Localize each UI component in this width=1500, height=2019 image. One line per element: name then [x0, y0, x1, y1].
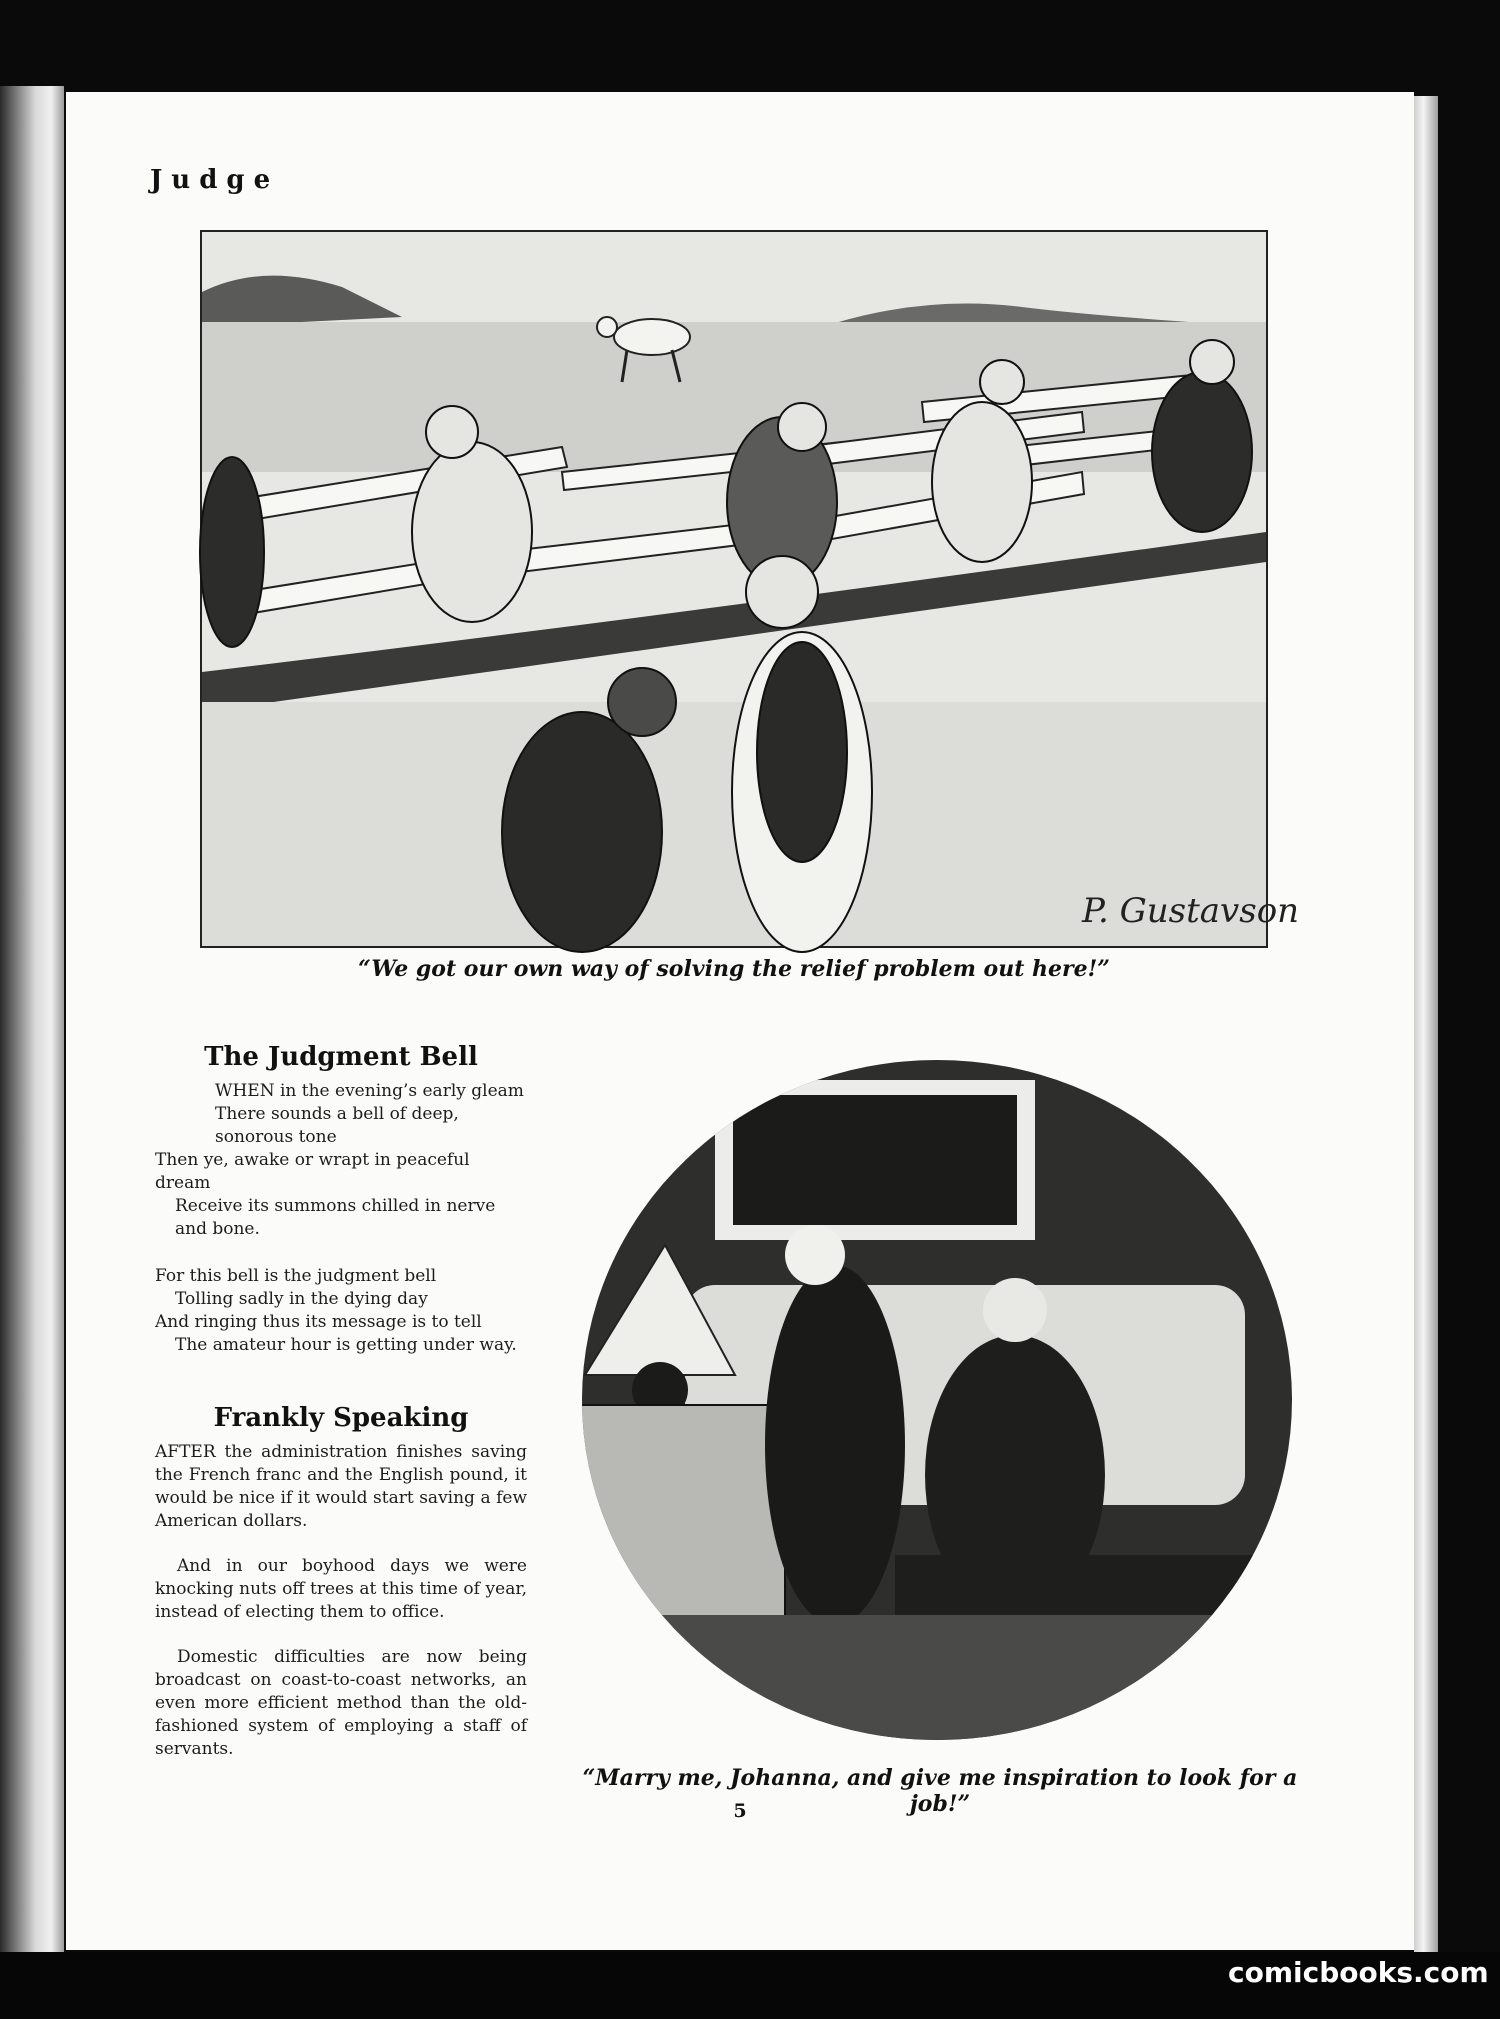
poem-line: WHEN in the evening’s early gleam: [215, 1081, 524, 1101]
cartoon-relief-problem: [200, 230, 1300, 948]
cartoon-bottom-caption: “Marry me, Johanna, and give me inspiration to look for a job!”: [582, 1765, 1298, 1817]
poem-title: The Judgment Bell: [204, 1042, 478, 1072]
poem-line: And ringing thus its message is to tell: [155, 1312, 482, 1332]
article-title: Frankly Speaking: [213, 1403, 469, 1433]
poem-line: Then ye, awake or wrapt in peaceful dream: [155, 1150, 470, 1193]
cartoon-illustration: [202, 232, 1300, 946]
cartoon-illustration: [565, 1055, 1310, 1745]
article-paragraph: Domestic difficulties are now being broadcast on coast-to-coast networks, an even more efficient method than the old-fashioned system of employing a staff of servants.: [155, 1647, 527, 1759]
article-body: [155, 1441, 527, 1761]
poem-line: Tolling sadly in the dying day: [175, 1289, 428, 1309]
right-page-edge: [1414, 96, 1438, 1952]
page-number: 5: [733, 1800, 747, 1822]
poem-line: For this bell is the judgment bell: [155, 1266, 437, 1286]
article-section: [155, 1403, 527, 1761]
cartoon-marry-me: [565, 1055, 1310, 1745]
left-page-edge: [0, 86, 64, 1956]
cartoon-signature: P. Gustavson: [1082, 891, 1300, 931]
article-paragraph: And in our boyhood days we were knocking nuts off trees at this time of year, instead of electing them to office.: [155, 1556, 527, 1622]
poem-line: The amateur hour is getting under way.: [175, 1335, 517, 1355]
cartoon-top-caption: “We got our own way of solving the relief problem out here!”: [358, 956, 1110, 982]
poem-line: Receive its summons chilled in nerve and bone.: [175, 1196, 496, 1239]
watermark: comicbooks.com: [1228, 1956, 1489, 1989]
masthead: Judge: [150, 165, 280, 195]
poem-section: [155, 1042, 527, 1357]
poem-line: There sounds a bell of deep, sonorous tone: [215, 1104, 459, 1147]
poem-body: [155, 1080, 527, 1357]
article-paragraph: AFTER the administration finishes saving the French franc and the English pound, it would be nice if it would start saving a few American dollars.: [155, 1442, 527, 1531]
